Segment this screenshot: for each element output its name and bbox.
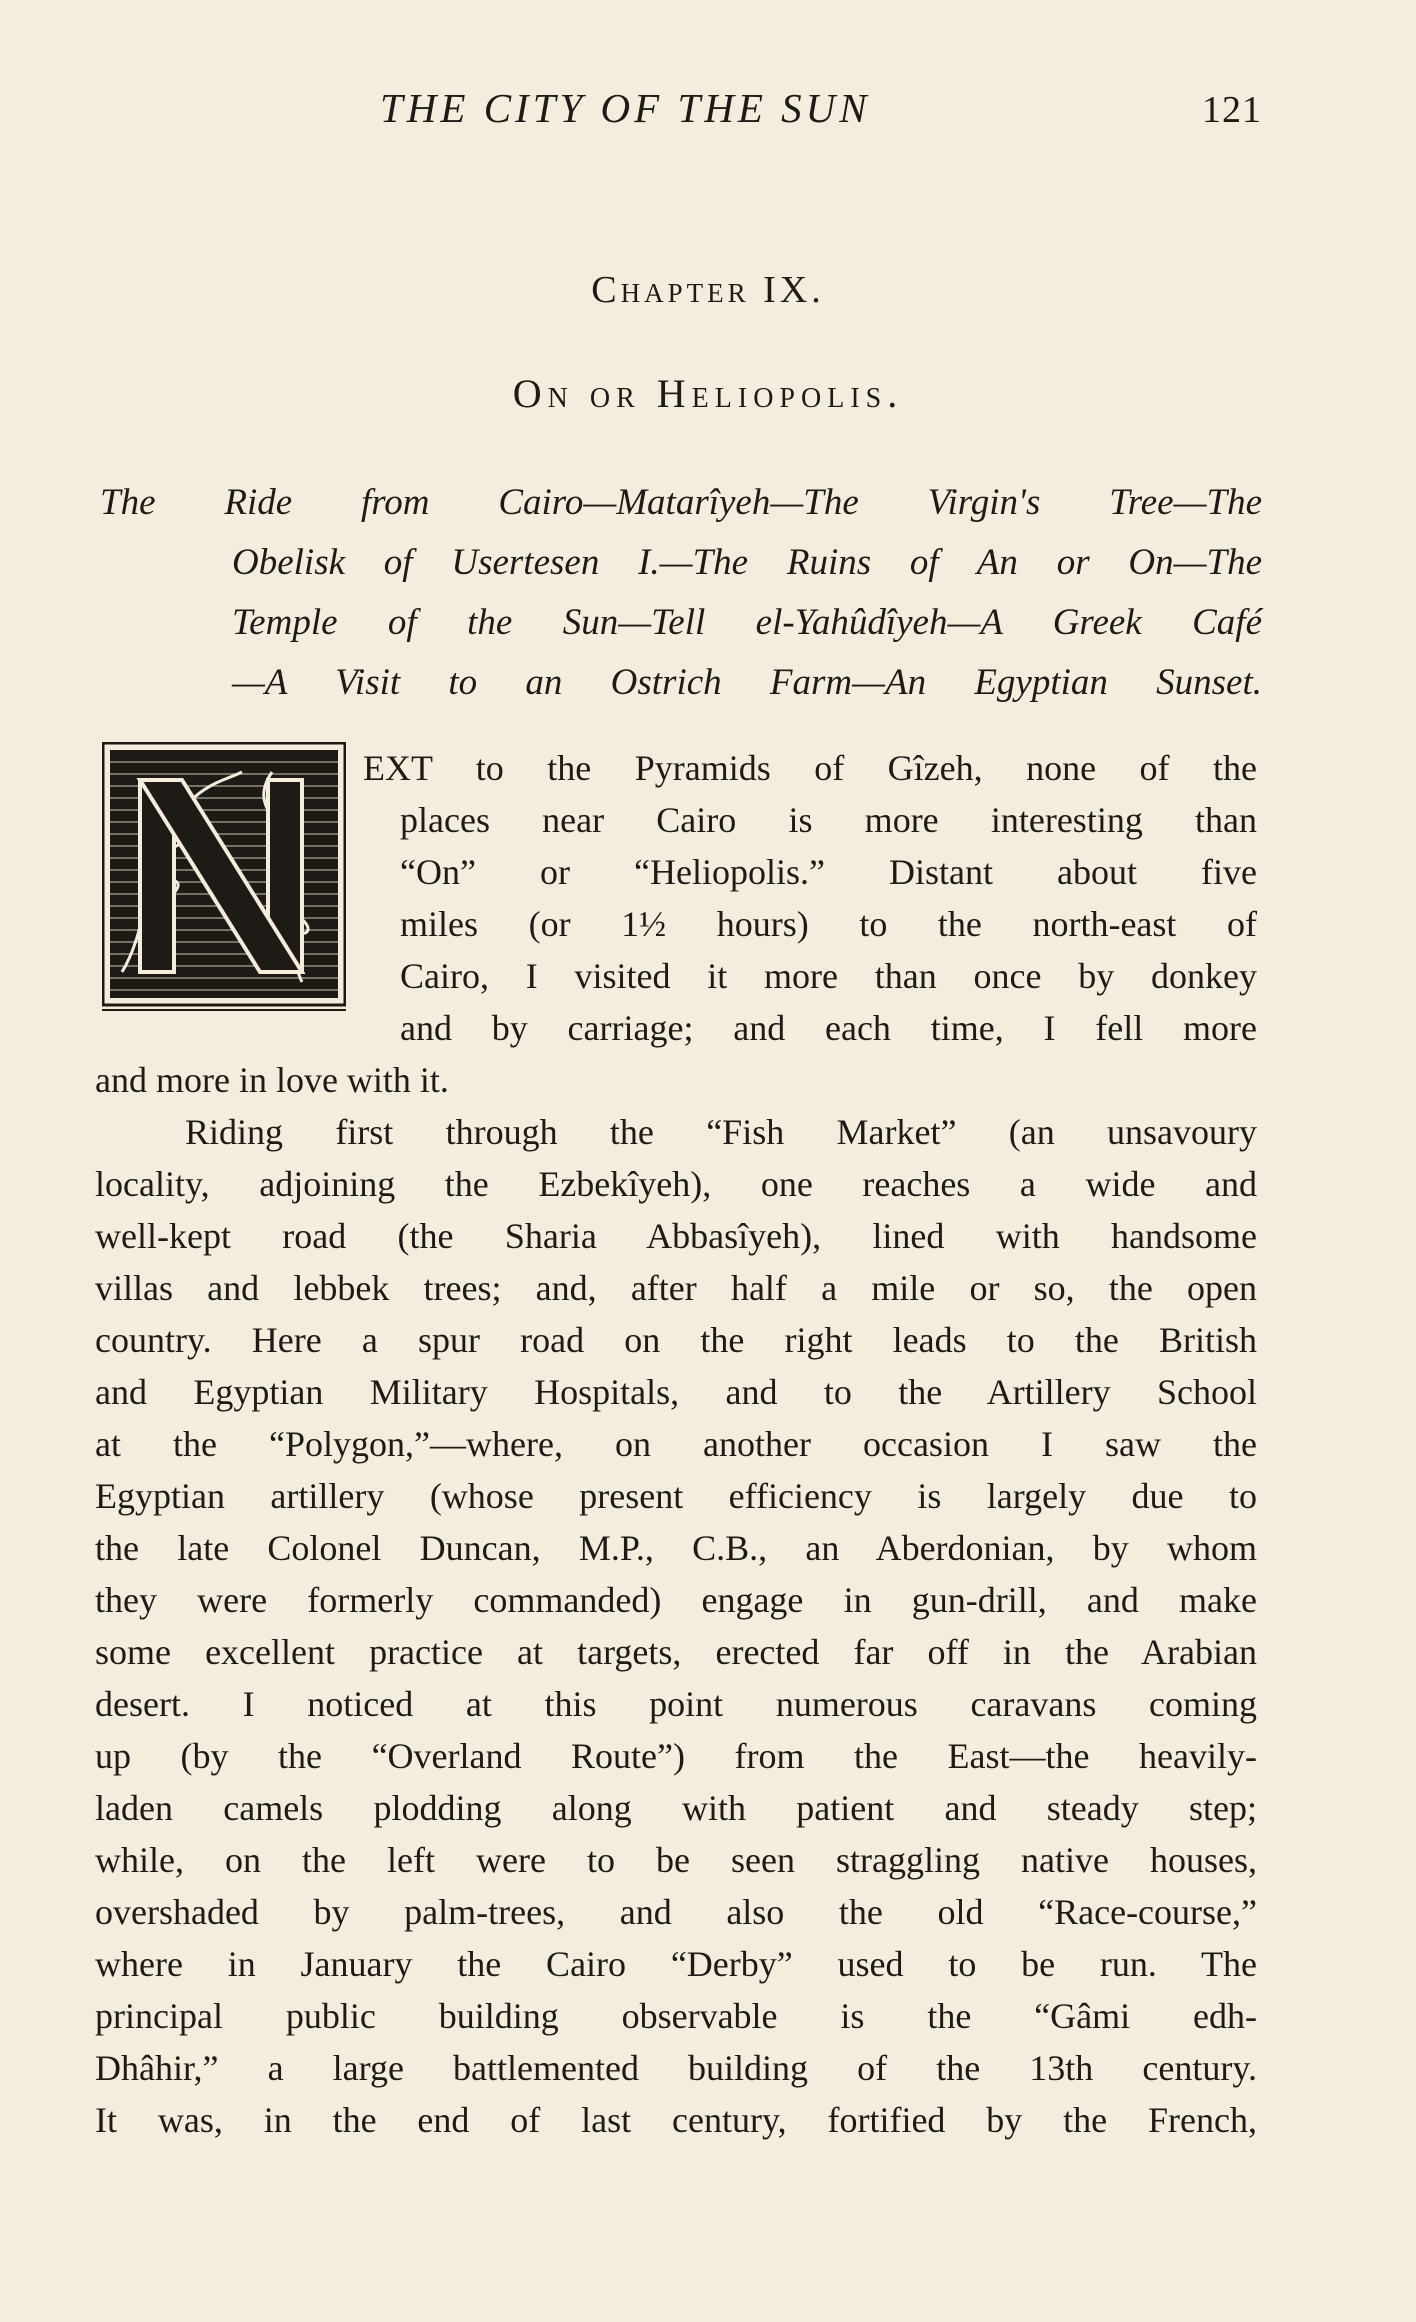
body-text	[95, 742, 1257, 2146]
body-line: while, on the left were to be seen straggling native houses,	[95, 1840, 1257, 1880]
body-line: they were formerly commanded) engage in gun-drill, and make	[95, 1580, 1257, 1620]
running-title: THE CITY OF THE SUN	[380, 85, 871, 131]
synopsis-line: Temple of the Sun—Tell el-Yahûdîyeh—A Greek Café	[232, 602, 1262, 643]
body-line: at the “Polygon,”—where, on another occasion I saw the	[95, 1424, 1257, 1464]
body-line: up (by the “Overland Route”) from the East—the heavily-	[95, 1736, 1257, 1776]
body-line: and Egyptian Military Hospitals, and to the Artillery School	[95, 1372, 1257, 1412]
body-line: villas and lebbek trees; and, after half a mile or so, the open	[95, 1268, 1257, 1308]
body-line: the late Colonel Duncan, M.P., C.B., an Aberdonian, by whom	[95, 1528, 1257, 1568]
body-line: and more in love with it.	[95, 1060, 449, 1100]
body-line: Egyptian artillery (whose present efficiency is largely due to	[95, 1476, 1257, 1516]
running-header	[0, 84, 1416, 144]
body-line: some excellent practice at targets, erected far off in the Arabian	[95, 1632, 1257, 1672]
body-line: Dhâhir,” a large battlemented building of the 13th century.	[95, 2048, 1257, 2088]
synopsis-line: The Ride from Cairo—Matarîyeh—The Virgin's Tree—The	[100, 482, 1262, 523]
synopsis-line: —A Visit to an Ostrich Farm—An Egyptian Sunset.	[232, 662, 1262, 703]
chapter-synopsis	[100, 473, 1262, 713]
body-line: miles (or 1½ hours) to the north-east of	[400, 904, 1257, 944]
body-line: laden camels plodding along with patient and steady step;	[95, 1788, 1257, 1828]
page-number: 121	[1202, 89, 1262, 131]
chapter-title: On or Heliopolis.	[512, 371, 904, 416]
body-line: where in January the Cairo “Derby” used to be run. The	[95, 1944, 1257, 1984]
body-line: principal public building observable is the “Gâmi edh-	[95, 1996, 1257, 2036]
body-line: EXT to the Pyramids of Gîzeh, none of the	[363, 748, 1257, 788]
body-line: It was, in the end of last century, fortified by the French,	[95, 2100, 1257, 2140]
body-line: desert. I noticed at this point numerous caravans coming	[95, 1684, 1257, 1724]
body-line: country. Here a spur road on the right leads to the British	[95, 1320, 1257, 1360]
body-line: Riding first through the “Fish Market” (an unsavoury	[185, 1112, 1257, 1152]
chapter-number: Chapter IX.	[591, 269, 825, 311]
body-line: well-kept road (the Sharia Abbasîyeh), lined with handsome	[95, 1216, 1257, 1256]
body-line: locality, adjoining the Ezbekîyeh), one reaches a wide and	[95, 1164, 1257, 1204]
body-line: places near Cairo is more interesting than	[400, 800, 1257, 840]
body-line: overshaded by palm-trees, and also the old “Race-course,”	[95, 1892, 1257, 1932]
body-line: Cairo, I visited it more than once by donkey	[400, 956, 1257, 996]
body-line: “On” or “Heliopolis.” Distant about five	[400, 852, 1257, 892]
body-line: and by carriage; and each time, I fell more	[400, 1008, 1257, 1048]
synopsis-line: Obelisk of Usertesen I.—The Ruins of An or On—The	[232, 542, 1262, 583]
